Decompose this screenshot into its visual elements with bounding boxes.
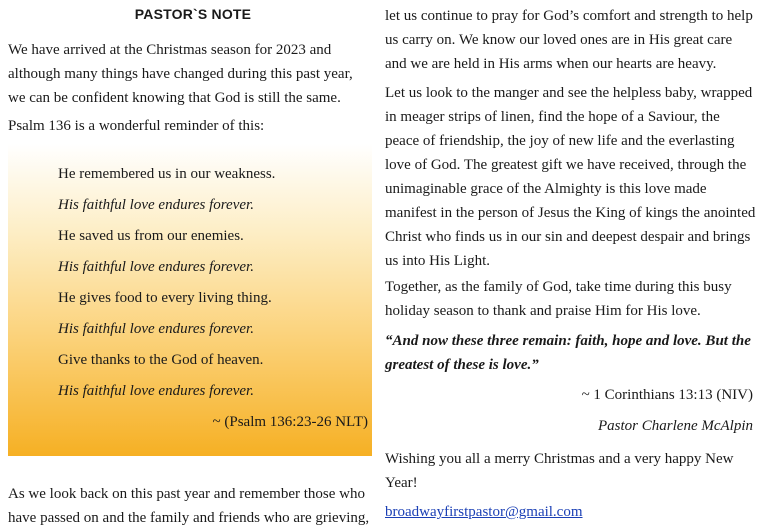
- wishes-paragraph: Wishing you all a merry Christmas and a very happy New Year!: [385, 451, 734, 491]
- continue-paragraph: let us continue to pray for God’s comfort and strength to help us carry on. We know our loved ones are in His great care and we are held in His arms when our hearts are heavy.: [385, 8, 753, 72]
- email-line: [385, 500, 757, 524]
- psalm-line: His faithful love endures forever.: [58, 383, 254, 399]
- psalm-line: He gives food to every living thing.: [58, 290, 272, 306]
- psalm-line: His faithful love endures forever.: [58, 321, 254, 337]
- psalm-line: His faithful love endures forever.: [58, 259, 254, 275]
- email-link[interactable]: broadwayfirstpastor@gmail.com: [385, 504, 583, 520]
- look-back-paragraph: As we look back on this past year and remember those who have passed on and the family and friends who are grieving,: [8, 486, 370, 526]
- pastor-signature: Pastor Charlene McAlpin: [598, 418, 753, 434]
- psalm-line: Give thanks to the God of heaven.: [58, 352, 264, 368]
- psalm-reference: ~ (Psalm 136:23-26 NLT): [212, 414, 368, 430]
- psalm-line: He saved us from our enemies.: [58, 228, 244, 244]
- psalm-intro: Psalm 136 is a wonderful reminder of this:: [8, 118, 265, 134]
- bible-quote: “And now these three remain: faith, hope and love. But the greatest of these is love.”: [385, 333, 751, 373]
- psalm-line: He remembered us in our weakness.: [58, 166, 276, 182]
- quote-reference: ~ 1 Corinthians 13:13 (NIV): [581, 387, 753, 403]
- psalm-line: His faithful love endures forever.: [58, 197, 254, 213]
- together-paragraph: Together, as the family of God, take time during this busy holiday season to thank and praise Him for His love.: [385, 279, 732, 319]
- intro-paragraph: We have arrived at the Christmas season for 2023 and although many things have changed during this past year, we can be confident knowing that God is still the same.: [8, 42, 353, 106]
- manger-paragraph: Let us look to the manger and see the helpless baby, wrapped in meager strips of linen, find the hope of a Saviour, the peace of friendship, the joy of new life and the everlasting love of God. The greatest gift we have received, through the unimaginable grace of the Almighty is this love made manifest in the person of Jesus the King of kings the anointed Christ who finds us in our sin and deepest despair and brings us into His Light.: [385, 85, 756, 269]
- page-title: PASTOR`S NOTE: [134, 6, 252, 22]
- psalm-quote-box: [8, 144, 372, 456]
